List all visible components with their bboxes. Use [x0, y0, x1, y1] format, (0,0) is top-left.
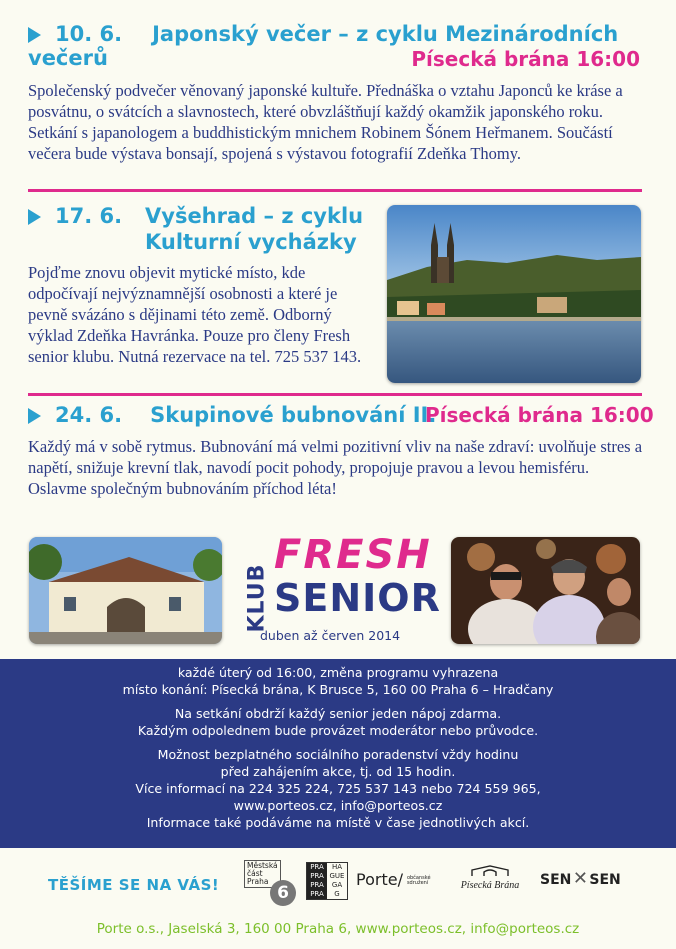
pisecka-brana-logo: [455, 864, 525, 891]
klub-fresh-senior-logo: [236, 532, 441, 648]
event-2-title-line-1: Vyšehrad – z cyklu: [145, 204, 364, 228]
event-3-place: Písecká brána 16:00: [425, 403, 654, 427]
triangle-bullet-icon: [28, 408, 41, 424]
event-2-date: 17. 6.: [55, 204, 123, 228]
vysehrad-photo: [387, 205, 641, 383]
sensen-left: SEN: [540, 872, 572, 888]
event-2-heading: [28, 204, 122, 228]
porte-subtitle: občanské sdružení: [406, 875, 431, 887]
praha6-line: část: [247, 869, 263, 878]
praha-grid-cell: G: [334, 890, 340, 898]
seniors-photo: [451, 537, 640, 644]
event-1-date: 10. 6.: [55, 22, 123, 46]
event-3-text: Každý má v sobě rytmus. Bubnování má velmi pozitivní vliv na naše zdraví: uvolňuje stres a napětí, snižuje krevní tlak, navodí pocit pohody, propojuje pravou a levou hemisféru. Oslavme společným bubnováním příchod léta!: [28, 437, 643, 498]
praha-grid-cell: PRA: [307, 890, 327, 899]
praha-grid-cell: GA: [331, 881, 343, 889]
logo-fresh: FRESH: [274, 532, 432, 578]
sensen-logo: [540, 868, 621, 889]
praha-grid-cell: PRA: [307, 881, 327, 890]
divider: [28, 393, 642, 396]
event-1-text: Společenský podvečer věnovaný japonské kultuře. Přednáška o vztahu Japonců ke kráse a posvátnu, o svátcích a slavnostech, které obvzláštňují každý okamžik japonského roku. Setkání s japanologem a buddhistickým mnichem Robinem Šónem Heřmanem. Součástí večera bude výstava bonsají, spojená s výstavou fotografií Zdeňka Thomy.: [28, 81, 623, 163]
info-line: Informace také podáváme na místě v čase jednotlivých akcí.: [146, 815, 530, 830]
logo-senior: SENIOR: [274, 576, 441, 620]
footer-address: Porte o.s., Jaselská 3, 160 00 Praha 6, www.porteos.cz, info@porteos.cz: [96, 921, 580, 937]
praha-grid-cell: GUE: [329, 872, 345, 880]
praha6-number: 6: [270, 880, 296, 906]
event-3-heading: [28, 403, 436, 427]
event-3-title: Skupinové bubnování II.: [150, 403, 437, 427]
info-line: Možnost bezplatného sociálního poradenství vždy hodinu: [157, 747, 519, 762]
praha-grid-logo: [306, 862, 348, 900]
triangle-bullet-icon: [28, 27, 41, 43]
praha6-line: Městská: [247, 861, 278, 870]
praha-grid-cell: PRA: [307, 863, 327, 872]
logo-klub: KLUB: [244, 563, 270, 633]
info-line: místo konání: Písecká brána, K Brusce 5, 160 00 Praha 6 – Hradčany: [122, 682, 554, 697]
info-line: Více informací na 224 325 224, 725 537 143 nebo 724 559 965,: [135, 781, 541, 796]
info-line: Na setkání obdrží každý senior jeden nápoj zdarma.: [174, 706, 502, 721]
praha6-logo: [244, 860, 294, 910]
info-link[interactable]: www.porteos.cz, info@porteos.cz: [233, 798, 443, 813]
pisecka-brana-name: Písecká Brána: [460, 880, 520, 891]
sponsor-row: [0, 858, 676, 910]
event-2-title-line-2: Kulturní vycházky: [145, 230, 357, 254]
info-box: [0, 659, 676, 848]
info-line: každé úterý od 16:00, změna programu vyhrazena: [177, 665, 499, 680]
praha-grid-cell: PRA: [307, 872, 327, 881]
greeting: TĚŠÍME SE NA VÁS!: [48, 876, 220, 894]
porte-logo: [356, 870, 431, 890]
porte-name: Porte/: [356, 870, 403, 889]
event-1-place: Písecká brána 16:00: [411, 47, 640, 71]
sensen-right: SEN: [589, 872, 621, 888]
piseecka-brana-photo: [29, 537, 222, 644]
info-line: před zahájením akce, tj. od 15 hodin.: [220, 764, 456, 779]
sensen-x-icon: ✕: [572, 868, 588, 889]
event-2-text: Pojďme znovu objevit mytické místo, kde odpočívají nejvýznamnější osobnosti a které je pevně svázáno s dějinami této země. Odborný výklad Zdeňka Havránka. Pouze pro členy Fresh senior klubu. Nutná rezervace na tel. 725 537 143.: [28, 263, 362, 366]
triangle-bullet-icon: [28, 209, 41, 225]
praha-grid-cell: HA: [331, 863, 343, 871]
event-3-date: 24. 6.: [55, 403, 123, 427]
divider: [28, 189, 642, 192]
info-line: Každým odpolednem bude provázet moderátor nebo průvodce.: [137, 723, 539, 738]
gate-icon: [470, 865, 510, 877]
event-1-title: Japonský večer – z cyklu Mezinárodních večerů: [28, 22, 619, 70]
praha6-line: Praha: [247, 877, 269, 886]
logo-period: duben až červen 2014: [260, 628, 401, 643]
